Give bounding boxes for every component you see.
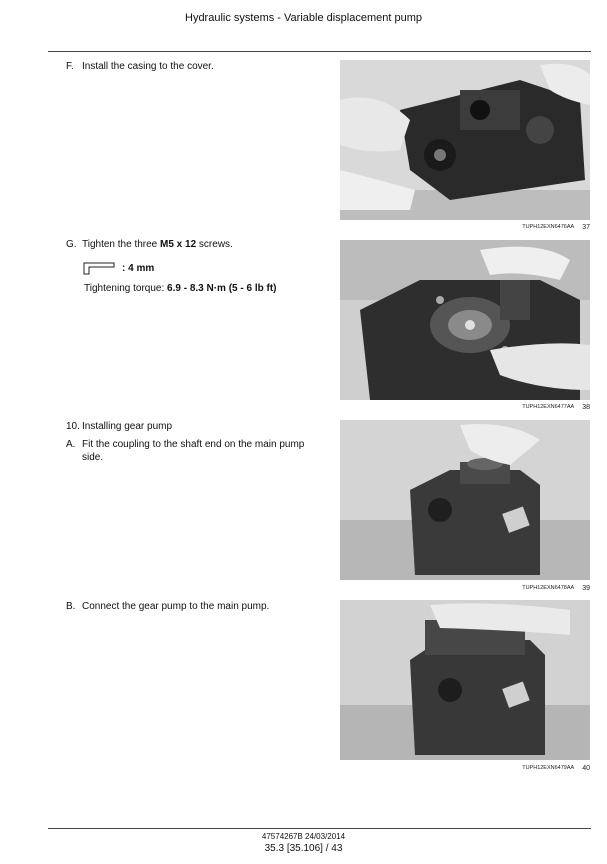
step-10-label: 10. (66, 421, 80, 432)
figure-number: 38 (582, 404, 590, 411)
step-g-text-before: Tighten the three (82, 239, 161, 250)
step-a (66, 438, 304, 464)
step-a-label: A. (66, 439, 76, 450)
step-g-screw-spec: M5 x 12 (160, 239, 197, 250)
torque-label: Tightening torque: (84, 283, 168, 294)
figure-code: TUPH12EXN6477AA (522, 404, 575, 410)
tool-size-value: : 4 mm (122, 262, 155, 274)
step-g-text-after: screws. (196, 239, 233, 250)
gear-pump-connect-photo (340, 600, 590, 760)
figure-code: TUPH12EXN6478AA (522, 585, 575, 591)
figure-39-caption (340, 585, 590, 592)
step-b (66, 600, 269, 613)
step-a-text-line2: side. (82, 452, 104, 463)
figure-38-caption (340, 404, 590, 411)
figure-38-photo (340, 240, 590, 400)
footer-divider (48, 828, 591, 829)
tightening-torque (84, 283, 277, 294)
figure-40-caption (340, 765, 590, 772)
figure-number: 40 (582, 765, 590, 772)
figure-code: TUPH12EXN6479AA (522, 765, 575, 771)
figure-40-photo (340, 600, 590, 760)
figure-37-photo (340, 60, 590, 220)
header-divider (48, 51, 591, 52)
page-header-title: Hydraulic systems - Variable displacement pump (185, 12, 422, 24)
step-f-label: F. (66, 61, 74, 72)
step-g-label: G. (66, 239, 77, 250)
step-a-text-line1: Fit the coupling to the shaft end on the main pump (82, 439, 305, 450)
step-b-text: Connect the gear pump to the main pump. (82, 601, 270, 612)
figure-39-photo (340, 420, 590, 580)
tool-spec-row (82, 259, 154, 277)
figure-code: TUPH12EXN6476AA (522, 224, 575, 230)
torque-value: 6.9 - 8.3 N·m (5 - 6 lb ft) (167, 283, 277, 294)
coupling-fit-photo (340, 420, 590, 580)
step-f-text: Install the casing to the cover. (82, 61, 214, 72)
pump-casing-photo (340, 60, 590, 220)
footer-page-number: 35.3 [35.106] / 43 (264, 843, 343, 854)
figure-number: 39 (582, 585, 590, 592)
step-f (66, 60, 214, 73)
footer-document-code: 47574267B 24/03/2014 (261, 832, 346, 841)
step-b-label: B. (66, 601, 76, 612)
step-10-heading (66, 420, 172, 433)
cover-screws-photo (340, 240, 590, 400)
step-10-text: Installing gear pump (82, 421, 173, 432)
hex-key-icon (82, 261, 116, 275)
figure-37-caption (340, 224, 590, 231)
step-g (66, 238, 233, 251)
figure-number: 37 (582, 224, 590, 231)
